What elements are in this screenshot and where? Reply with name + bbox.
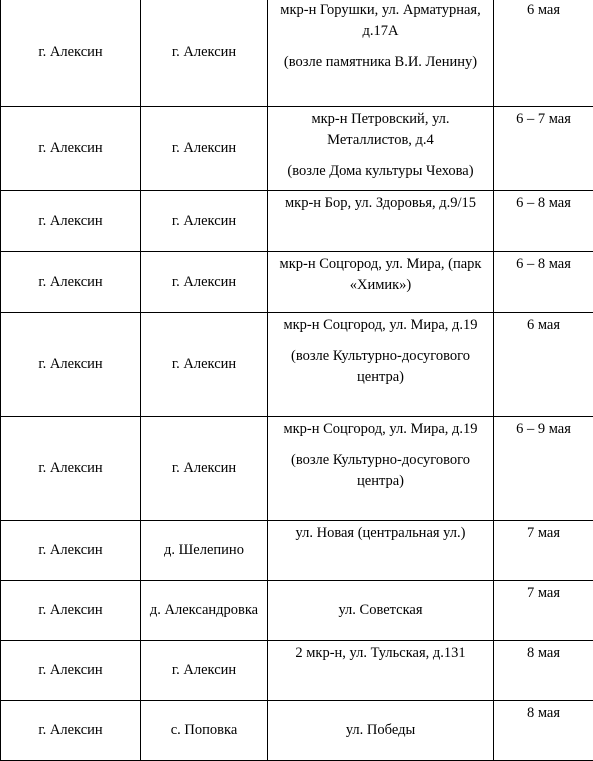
address-text: мкр-н Соцгород, ул. Мира, (парк «Химик») bbox=[272, 254, 489, 296]
region-cell: г. Алексин bbox=[1, 641, 141, 701]
address-text: мкр-н Петровский, ул. Металлистов, д.4 bbox=[272, 109, 489, 151]
region-cell: г. Алексин bbox=[1, 191, 141, 252]
place-cell bbox=[268, 107, 494, 191]
settlement-cell: г. Алексин bbox=[141, 0, 268, 107]
region-cell: г. Алексин bbox=[1, 0, 141, 107]
settlement-cell: г. Алексин bbox=[141, 107, 268, 191]
table-row bbox=[1, 107, 593, 191]
date-cell: 6 – 9 мая bbox=[494, 417, 593, 521]
place-cell bbox=[268, 191, 494, 252]
place-cell bbox=[268, 581, 494, 641]
table-row bbox=[1, 191, 593, 252]
place-cell bbox=[268, 521, 494, 581]
table-row bbox=[1, 252, 593, 313]
date-cell: 6 – 7 мая bbox=[494, 107, 593, 191]
landmark-text: (возле памятника В.И. Ленину) bbox=[272, 52, 489, 73]
table-row bbox=[1, 313, 593, 417]
address-text: мкр-н Соцгород, ул. Мира, д.19 bbox=[272, 419, 489, 440]
region-cell: г. Алексин bbox=[1, 521, 141, 581]
date-cell: 6 – 8 мая bbox=[494, 252, 593, 313]
region-cell: г. Алексин bbox=[1, 313, 141, 417]
settlement-cell: г. Алексин bbox=[141, 191, 268, 252]
settlement-cell: г. Алексин bbox=[141, 641, 268, 701]
address-text: мкр-н Соцгород, ул. Мира, д.19 bbox=[272, 315, 489, 336]
table-row bbox=[1, 701, 593, 761]
table-row bbox=[1, 417, 593, 521]
table-row bbox=[1, 521, 593, 581]
landmark-text: (возле Культурно-досугового центра) bbox=[272, 346, 489, 388]
table-row bbox=[1, 641, 593, 701]
address-text: мкр-н Горушки, ул. Арматурная, д.17А bbox=[272, 0, 489, 42]
region-cell: г. Алексин bbox=[1, 417, 141, 521]
settlement-cell: г. Алексин bbox=[141, 252, 268, 313]
place-cell bbox=[268, 313, 494, 417]
address-text: ул. Советская bbox=[272, 600, 489, 621]
place-cell bbox=[268, 417, 494, 521]
date-cell: 6 – 8 мая bbox=[494, 191, 593, 252]
address-text: ул. Победы bbox=[272, 720, 489, 741]
place-cell bbox=[268, 252, 494, 313]
region-cell: г. Алексин bbox=[1, 107, 141, 191]
settlement-cell: г. Алексин bbox=[141, 313, 268, 417]
address-text: мкр-н Бор, ул. Здоровья, д.9/15 bbox=[272, 193, 489, 214]
settlement-cell: г. Алексин bbox=[141, 417, 268, 521]
date-cell: 8 мая bbox=[494, 701, 593, 761]
address-text: ул. Новая (центральная ул.) bbox=[272, 523, 489, 544]
region-cell: г. Алексин bbox=[1, 252, 141, 313]
place-cell bbox=[268, 701, 494, 761]
date-cell: 7 мая bbox=[494, 581, 593, 641]
settlement-cell: с. Поповка bbox=[141, 701, 268, 761]
date-cell: 6 мая bbox=[494, 313, 593, 417]
table-row bbox=[1, 0, 593, 107]
settlement-cell: д. Александровка bbox=[141, 581, 268, 641]
place-cell bbox=[268, 641, 494, 701]
date-cell: 7 мая bbox=[494, 521, 593, 581]
landmark-text: (возле Культурно-досугового центра) bbox=[272, 450, 489, 492]
date-cell: 8 мая bbox=[494, 641, 593, 701]
place-cell bbox=[268, 0, 494, 107]
region-cell: г. Алексин bbox=[1, 581, 141, 641]
landmark-text: (возле Дома культуры Чехова) bbox=[272, 161, 489, 182]
table-row bbox=[1, 581, 593, 641]
region-cell: г. Алексин bbox=[1, 701, 141, 761]
address-text: 2 мкр-н, ул. Тульская, д.131 bbox=[272, 643, 489, 664]
date-cell: 6 мая bbox=[494, 0, 593, 107]
settlement-cell: д. Шелепино bbox=[141, 521, 268, 581]
